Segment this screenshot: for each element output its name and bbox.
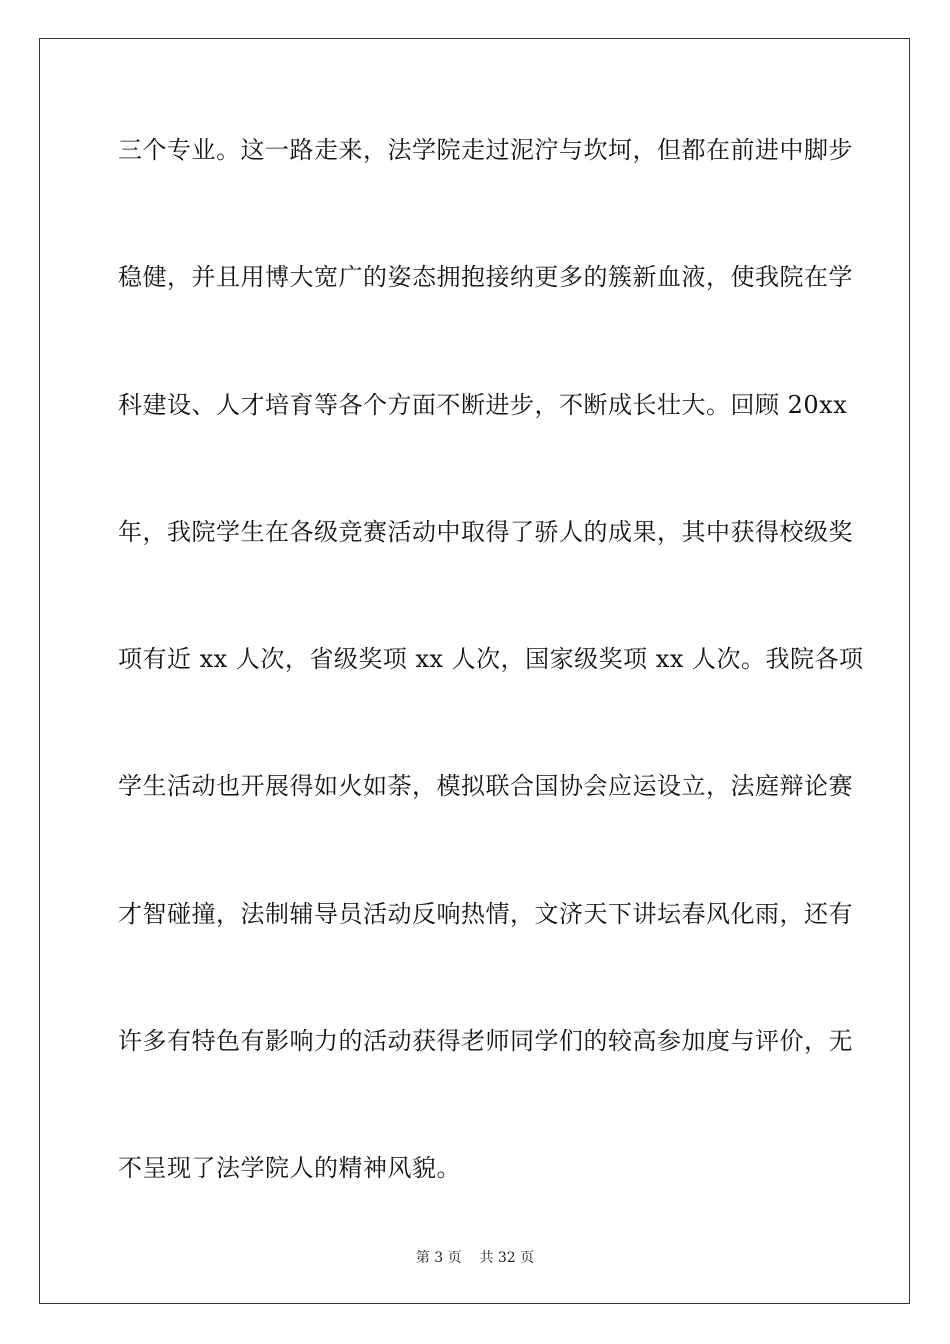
- document-body: [118, 122, 864, 1268]
- current-page-label: 第 3 页: [415, 1250, 462, 1266]
- paragraph-line: 年，我院学生在各级竞赛活动中取得了骄人的成果，其中获得校级奖: [118, 517, 853, 546]
- paragraph-line: 不呈现了法学院人的精神风貌。: [118, 1154, 461, 1183]
- paragraph-line: 学生活动也开展得如火如荼，模拟联合国协会应运设立，法庭辩论赛: [118, 772, 853, 801]
- total-pages-label: 共 32 页: [479, 1250, 535, 1266]
- paragraph-line: 三个专业。这一路走来，法学院走过泥泞与坎坷，但都在前进中脚步: [118, 136, 853, 164]
- paragraph-line: 稳健，并且用博大宽广的姿态拥抱接纳更多的簇新血液，使我院在学: [118, 263, 853, 292]
- paragraph-line: 才智碰撞，法制辅导员活动反响热情，文济天下讲坛春风化雨，还有: [118, 899, 853, 928]
- paragraph-line: 许多有特色有影响力的活动获得老师同学们的较高参加度与评价，无: [118, 1027, 853, 1056]
- paragraph-line: 科建设、人才培育等各个方面不断进步，不断成长壮大。回顾 20xx: [118, 390, 848, 419]
- page-footer: [0, 1247, 950, 1267]
- paragraph-line: 项有近 xx 人次，省级奖项 xx 人次，国家级奖项 xx 人次。我院各项: [118, 645, 864, 674]
